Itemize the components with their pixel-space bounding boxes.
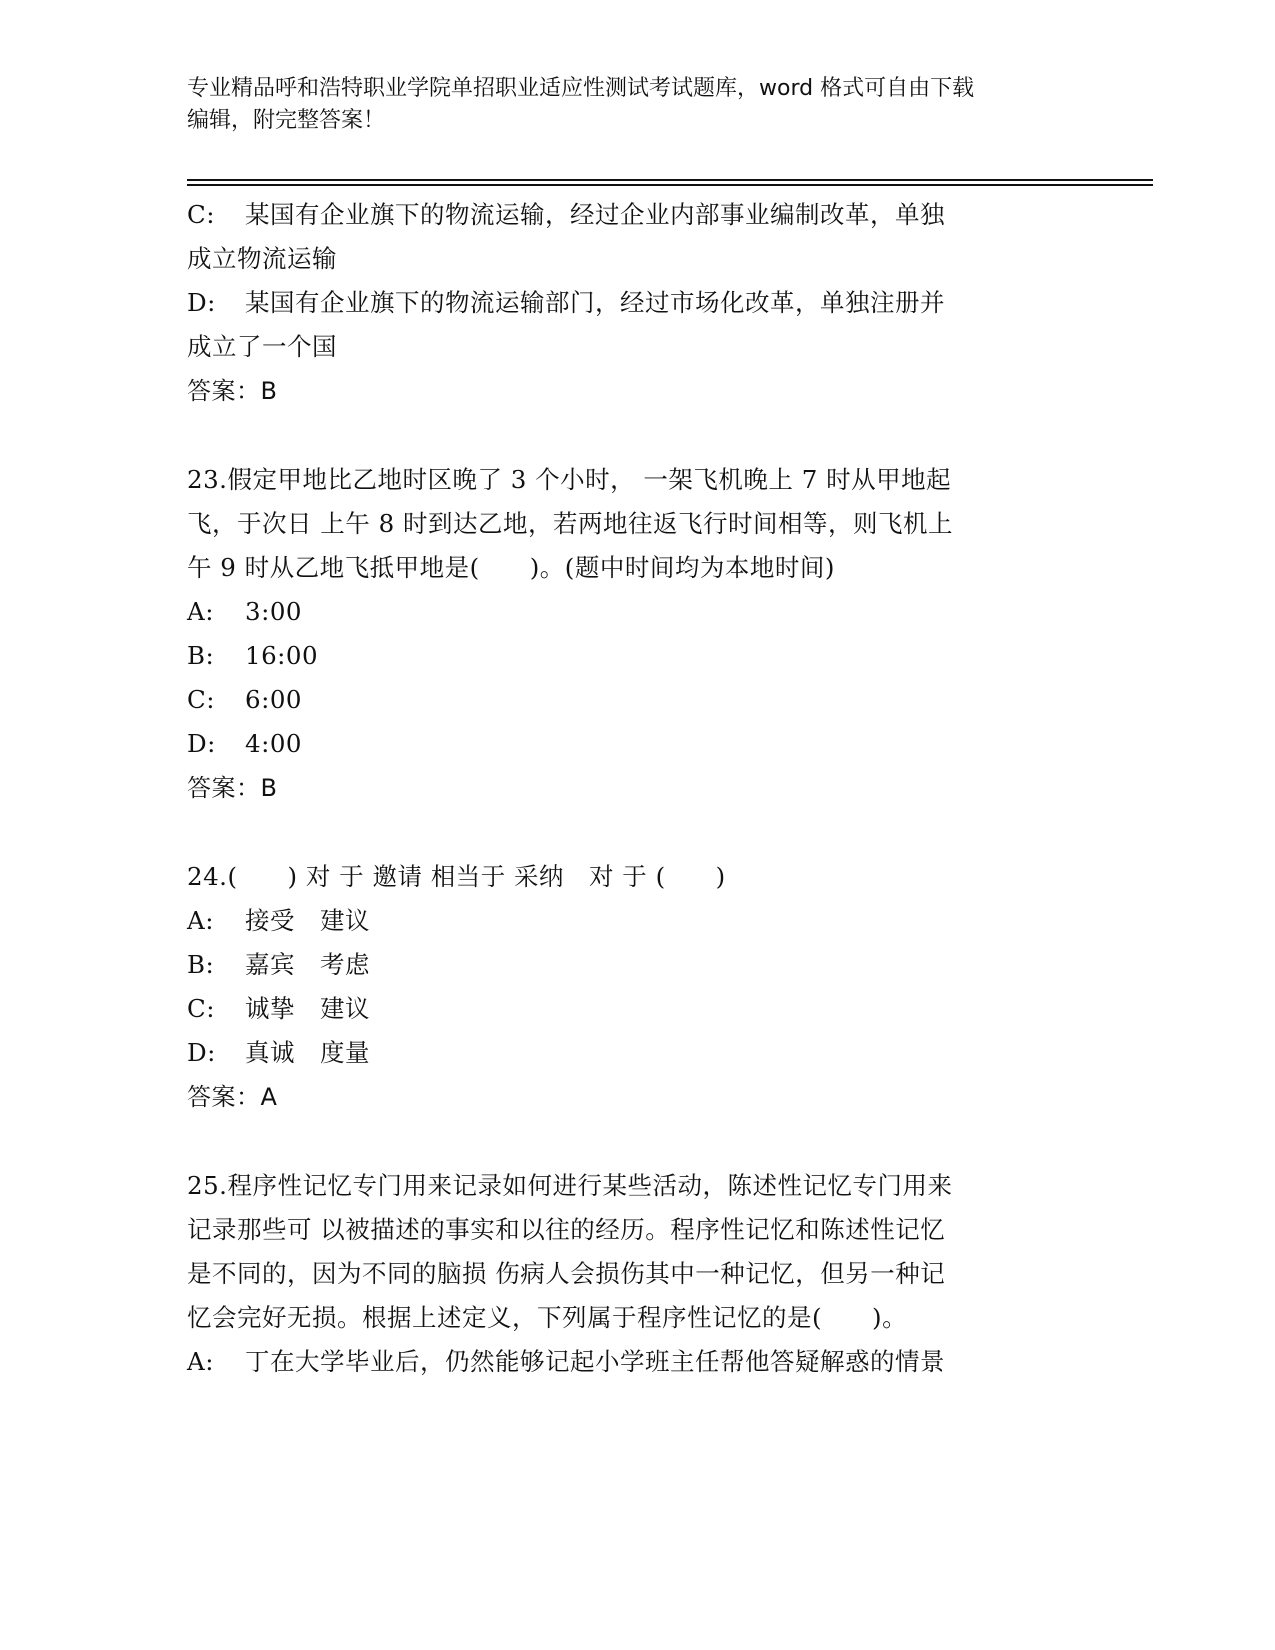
answer-line: 答案：B	[187, 377, 278, 405]
question-stem-line: 24.( ) 对 于 邀请 相当于 采纳 对 于 ( )	[187, 862, 726, 891]
question-24	[187, 855, 1087, 1119]
question-stem-line: 23.假定甲地比乙地时区晚了 3 个小时， 一架飞机晚上 7 时从甲地起	[187, 465, 952, 494]
question-stem-line: 忆会完好无损。根据上述定义，下列属于程序性记忆的是( )。	[187, 1303, 908, 1332]
document-body	[187, 193, 1087, 1384]
option-a	[187, 590, 1087, 634]
option-letter: A:	[187, 1347, 214, 1376]
option-d-continued: 成立了一个国	[187, 332, 337, 361]
question-23	[187, 458, 1087, 810]
answer-line: 答案：B	[187, 774, 278, 802]
option-d	[187, 1031, 1087, 1075]
option-c	[187, 193, 1087, 237]
option-letter: D:	[187, 288, 216, 317]
question-stem-line: 25.程序性记忆专门用来记录如何进行某些活动，陈述性记忆专门用来	[187, 1171, 953, 1200]
page-header	[187, 73, 1087, 137]
option-text: 16:00	[245, 641, 319, 670]
spacer	[187, 1119, 1087, 1164]
option-text: 某国有企业旗下的物流运输，经过企业内部事业编制改革，单独	[245, 200, 945, 229]
option-text: 6:00	[245, 685, 303, 714]
option-text: 接受 建议	[245, 906, 370, 935]
option-letter: A:	[187, 906, 214, 935]
option-text: 某国有企业旗下的物流运输部门，经过市场化改革，单独注册并	[245, 288, 945, 317]
question-25	[187, 1164, 1087, 1384]
option-text: 4:00	[245, 729, 303, 758]
option-c	[187, 678, 1087, 722]
option-letter: B:	[187, 950, 215, 979]
option-letter: B:	[187, 641, 215, 670]
question-stem-line: 记录那些可 以被描述的事实和以往的经历。程序性记忆和陈述性记忆	[187, 1215, 946, 1244]
header-rule-top	[187, 179, 1153, 181]
header-line-2: 编辑，附完整答案！	[187, 108, 386, 133]
option-d	[187, 722, 1087, 766]
answer-line: 答案：A	[187, 1083, 278, 1111]
option-text: 真诚 度量	[245, 1038, 370, 1067]
option-letter: C:	[187, 994, 216, 1023]
question-22-continuation	[187, 193, 1087, 413]
question-stem-line: 是不同的，因为不同的脑损 伤病人会损伤其中一种记忆，但另一种记	[187, 1259, 946, 1288]
option-a	[187, 899, 1087, 943]
option-letter: D:	[187, 1038, 216, 1067]
option-text: 丁在大学毕业后，仍然能够记起小学班主任帮他答疑解惑的情景	[245, 1347, 945, 1376]
option-text: 3:00	[245, 597, 303, 626]
question-stem-line: 午 9 时从乙地飞抵甲地是( )。(题中时间均为本地时间)	[187, 553, 835, 582]
option-letter: A:	[187, 597, 214, 626]
question-stem-line: 飞，于次日 上午 8 时到达乙地，若两地往返飞行时间相等，则飞机上	[187, 509, 953, 538]
header-rule-bottom	[187, 184, 1153, 186]
option-text: 嘉宾 考虑	[245, 950, 370, 979]
spacer	[187, 810, 1087, 855]
option-c-continued: 成立物流运输	[187, 244, 337, 273]
option-d	[187, 281, 1087, 325]
option-letter: C:	[187, 685, 216, 714]
header-line-1: 专业精品呼和浩特职业学院单招职业适应性测试考试题库，word 格式可自由下载	[187, 76, 975, 101]
option-c	[187, 987, 1087, 1031]
option-b	[187, 634, 1087, 678]
option-text: 诚挚 建议	[245, 994, 370, 1023]
option-b	[187, 943, 1087, 987]
option-letter: D:	[187, 729, 216, 758]
spacer	[187, 413, 1087, 458]
option-letter: C:	[187, 200, 216, 229]
option-a	[187, 1340, 1087, 1384]
